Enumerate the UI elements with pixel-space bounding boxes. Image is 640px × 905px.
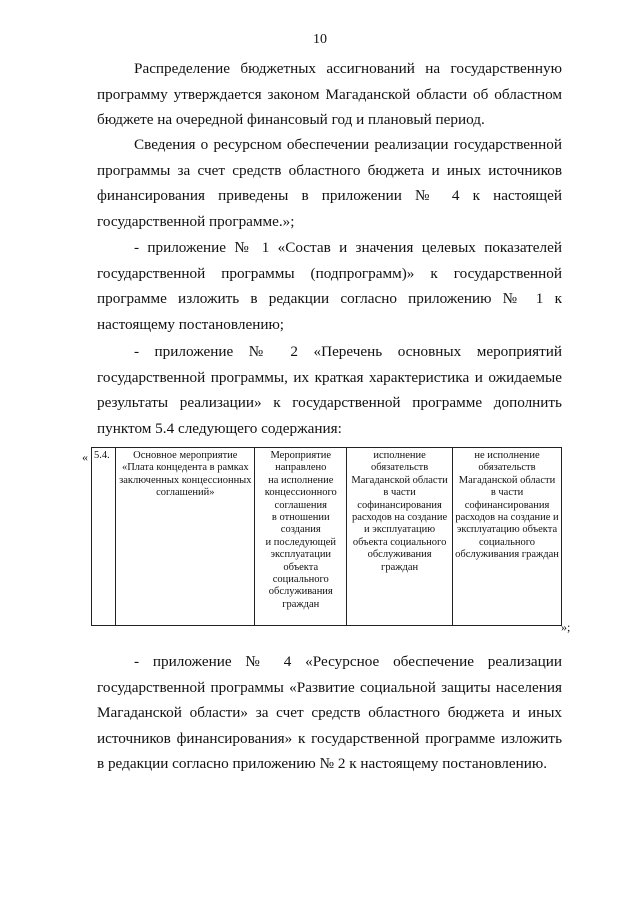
expected-result: исполнение обязательств Магаданской области в части софинансирования расходов на создание и эксплуатацию объекта социального обслуживания граждан xyxy=(351,450,448,573)
paragraph-resource-info: Сведения о ресурсном обеспечении реализации государственной программы за счет средств областного бюджета и иных источников финансирования приведены в приложении № 4 к настоящей государственной программе.»; xyxy=(97,136,562,230)
table-open-quote: « xyxy=(82,450,88,464)
table-row xyxy=(92,448,562,626)
paragraph-appendix-4: - приложение № 4 «Ресурсное обеспечение реализации государственной программы «Развитие социальной защиты населения Магаданской области» за счет средств областного бюджета и иных источников финансирования» к государственной программе изложить в редакции согласно приложению № 2 к настоящему постановлению. xyxy=(97,653,562,772)
paragraph-appendix-2: - приложение № 2 «Перечень основных мероприятий государственной программы, их краткая характеристика и ожидаемые результаты реализации» к государственной программе дополнить пунктом 5.4 следующего содержания: xyxy=(97,343,562,437)
non-fulfillment-result-cell xyxy=(453,448,562,626)
measure-description: Мероприятие направлено на исполнение концессионного соглашения в отношении создания и последующей эксплуатации объекта социального обслуживания граждан xyxy=(264,450,337,610)
table-close-quote: »; xyxy=(561,620,571,634)
measure-name-cell xyxy=(116,448,255,626)
expected-result-cell xyxy=(347,448,453,626)
measures-table xyxy=(91,447,562,626)
paragraph-budget-allocation: Распределение бюджетных ассигнований на государственную программу утверждается законом Магаданской области об областном бюджете на очередной финансовый год и плановый период. xyxy=(97,60,562,128)
row-number-cell xyxy=(92,448,116,626)
measure-name: Основное мероприятие «Плата концедента в рамках заключенных концессионных соглашений» xyxy=(119,450,252,499)
non-fulfillment-result: не исполнение обязательств Магаданской области в части софинансирования расходов на создание и эксплуатацию объекта социального обслуживания граждан xyxy=(455,450,559,561)
paragraph-appendix-1: - приложение № 1 «Состав и значения целевых показателей государственной программы (подпрограмм)» к государственной программе изложить в редакции согласно приложению № 1 к настоящему постановлению; xyxy=(97,239,562,333)
row-number: 5.4. xyxy=(94,450,110,461)
measure-description-cell xyxy=(255,448,347,626)
page-number: 10 xyxy=(313,32,327,47)
